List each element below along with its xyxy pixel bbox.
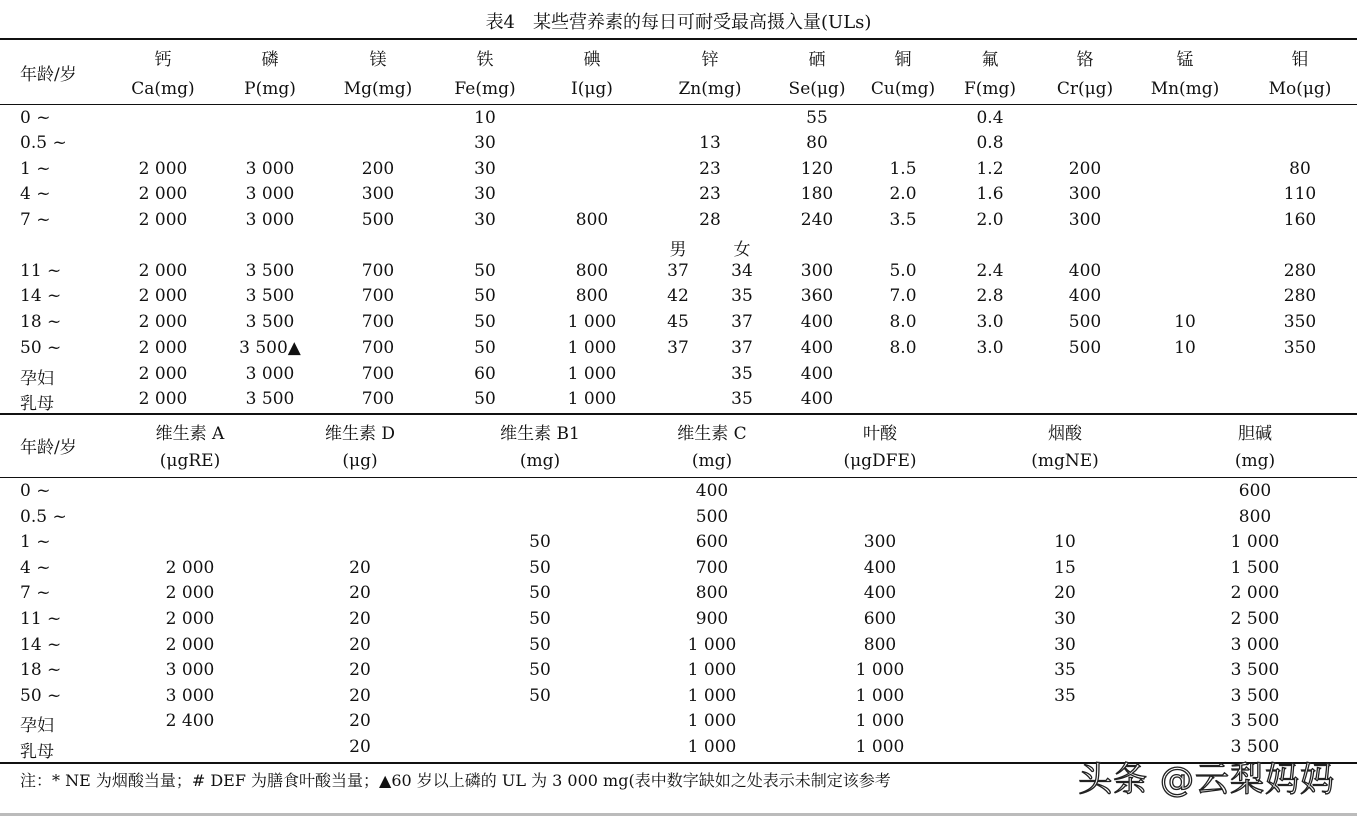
cell-value: 50 [529,660,551,681]
cell-value: 8.0 [889,312,917,332]
cell-value: 1 000 [687,737,737,757]
cell-value: 50 [474,389,496,409]
column-unit: (μgDFE) [843,451,917,471]
column-name: 氟 [981,50,999,70]
column-name: 叶酸 [863,424,897,444]
cell-value: 3 500 [245,312,295,332]
cell-value: 1 500 [1230,557,1280,578]
column-name: 镁 [369,50,387,70]
column-unit: Fe(mg) [454,79,516,99]
cell-value: 600 [863,609,897,629]
table-row [0,338,1357,363]
table-row [0,364,1357,389]
cell-value: 1.2 [976,159,1004,179]
row-age: 1 ~ [20,159,51,179]
column-name: 维生素 D [324,424,396,444]
cell-value: 110 [1283,184,1317,204]
table-row [0,532,1357,557]
row-age: 7 ~ [20,210,51,230]
cell-value: 3 000 [245,210,295,230]
cell-value: 0.4 [976,108,1004,128]
row-age: 0.5 ~ [20,506,67,527]
cell-value: 50 [474,312,496,332]
cell-value: 400 [800,389,834,409]
column-unit: (mg) [1234,451,1276,471]
cell-value: 3.5 [889,210,917,230]
cell-value: 60 [474,364,496,384]
table-row [0,389,1357,414]
cell-value: 3.0 [976,312,1004,332]
cell-value: 2 000 [138,210,188,230]
cell-value: 3 000 [165,685,215,706]
cell-value: 2 000 [165,609,215,629]
column-unit: P(mg) [244,79,296,99]
cell-value: 400 [800,364,834,384]
cell-value: 1 000 [687,634,737,655]
cell-value: 3 500 [1230,737,1280,757]
cell-value: 2 500 [1230,609,1280,629]
cell-value: 23 [699,184,721,204]
cell-value: 800 [695,583,729,604]
cell-value: 50 [529,532,551,553]
header-rule-2 [0,477,1357,478]
cell-value: 1 000 [567,338,617,358]
cell-value: 2 400 [165,711,215,732]
table-row [0,609,1357,634]
cell-value: 20 [349,685,371,706]
cell-value: 30 [1054,609,1076,629]
cell-value: 500 [1068,338,1102,358]
cell-value: 700 [695,557,729,578]
cell-value: 3 000 [1230,634,1280,655]
cell-value: 2 000 [138,312,188,332]
column-unit: Mn(mg) [1150,79,1220,99]
column-name: 碘 [583,50,601,70]
cell-value: 50 [474,261,496,281]
column-unit: Se(μg) [788,79,846,99]
cell-value: 20 [349,609,371,629]
cell-value: 280 [1283,261,1317,281]
cell-value: 10 [1174,338,1196,358]
cell-value: 160 [1283,210,1317,230]
cell-value: 50 [474,338,496,358]
cell-value: 30 [474,184,496,204]
age-header: 年龄/岁 [20,438,77,458]
column-unit: Cr(μg) [1056,79,1114,99]
column-unit: (mg) [691,451,733,471]
cell-value: 50 [529,609,551,629]
cell-value: 1.6 [976,184,1004,204]
cell-value: 50 [529,634,551,655]
row-age: 0 ~ [20,481,51,501]
cell-value: 23 [699,159,721,179]
table-row [0,261,1357,286]
cell-value: 80 [1289,159,1311,179]
cell-value: 800 [1238,506,1272,527]
row-age: 4 ~ [20,184,51,204]
column-name: 烟酸 [1048,424,1082,444]
cell-value: 10 [1054,532,1076,553]
cell-value-male: 45 [667,312,689,332]
cell-value: 800 [575,286,609,306]
footnote: 注：* NE 为烟酸当量；# DEF 为膳食叶酸当量；▲60 岁以上磷的 UL 为 3 000 mg(表中数字缺如之处表示未制定该参考 [20,771,891,790]
cell-value: 20 [349,737,371,757]
cell-value: 350 [1283,338,1317,358]
column-name: 铬 [1076,50,1094,70]
row-age: 11 ~ [20,261,62,281]
watermark: 头条 @云梨妈妈 [1078,760,1335,800]
cell-value: 2.4 [976,261,1004,281]
cell-value: 50 [529,685,551,706]
column-name: 磷 [261,50,279,70]
cell-value: 10 [474,108,496,128]
cell-value: 500 [361,210,395,230]
table-row [0,312,1357,337]
cell-value: 350 [1283,312,1317,332]
cell-value: 30 [1054,634,1076,655]
cell-value: 800 [575,210,609,230]
cell-value: 500 [695,506,729,527]
row-age: 11 ~ [20,609,62,629]
cell-value: 700 [361,364,395,384]
cell-value: 2.8 [976,286,1004,306]
cell-value: 20 [349,660,371,681]
cell-value-male: 42 [667,286,689,306]
cell-value-female: 34 [731,261,753,281]
row-age: 1 ~ [20,532,51,553]
cell-value: 2 000 [138,159,188,179]
cell-value: 2 000 [138,286,188,306]
zinc-female-label: 女 [733,240,751,260]
column-name: 维生素 C [677,424,747,444]
cell-value: 50 [529,583,551,604]
column-name: 硒 [808,50,826,70]
column-name: 锌 [701,50,719,70]
table-row [0,507,1357,532]
cell-value: 50 [529,557,551,578]
header-rule-1 [0,104,1357,105]
cell-value: 1 000 [567,364,617,384]
cell-value: 1 000 [567,312,617,332]
cell-value: 1 000 [687,660,737,681]
cell-value: 2 000 [165,557,215,578]
cell-value: 1 000 [1230,532,1280,553]
table-row [0,108,1357,133]
cell-value: 2 000 [165,634,215,655]
cell-value: 50 [474,286,496,306]
column-unit: (μgRE) [159,451,221,471]
cell-value: 3 500 [1230,660,1280,681]
cell-value: 500 [1068,312,1102,332]
table-row [0,686,1357,711]
cell-value: 400 [1068,286,1102,306]
page-bottom-edge [0,813,1357,816]
table-row [0,286,1357,311]
row-age: 0 ~ [20,108,51,128]
column-unit: Mg(mg) [343,79,413,99]
cell-value: 3.0 [976,338,1004,358]
cell-value: 2 000 [138,364,188,384]
row-age: 50 ~ [20,685,62,706]
table-title: 表4 某些营养素的每日可耐受最高摄入量(ULs) [485,12,872,33]
table-row [0,558,1357,583]
table-row [0,210,1357,235]
cell-value-female: 37 [731,338,753,358]
row-age: 4 ~ [20,557,51,578]
column-unit: Mo(μg) [1268,79,1332,99]
cell-value: 240 [800,210,834,230]
cell-value: 1 000 [855,685,905,706]
cell-value: 700 [361,338,395,358]
cell-value: 3 500▲ [239,338,301,358]
row-age: 14 ~ [20,634,62,655]
row-age: 0.5 ~ [20,133,67,153]
cell-value: 400 [800,312,834,332]
cell-value: 3 000 [165,660,215,681]
cell-value: 120 [800,159,834,179]
column-name: 胆碱 [1238,424,1272,444]
cell-value: 280 [1283,286,1317,306]
zinc-male-label: 男 [669,240,687,260]
cell-value: 1 000 [567,389,617,409]
cell-value: 400 [800,338,834,358]
table-row [0,481,1357,506]
cell-value: 800 [863,634,897,655]
column-name: 维生素 B1 [500,424,580,444]
cell-value: 20 [349,634,371,655]
cell-value: 80 [806,133,828,153]
cell-value: 2.0 [976,210,1004,230]
cell-value: 2 000 [1230,583,1280,604]
cell-value-male: 37 [667,261,689,281]
cell-value-female: 35 [731,286,753,306]
cell-value: 7.0 [889,286,917,306]
cell-value: 200 [1068,159,1102,179]
cell-value: 2.0 [889,184,917,204]
table-row [0,583,1357,608]
row-age: 乳母 [20,742,54,762]
column-unit: I(μg) [571,79,613,99]
cell-value: 8.0 [889,338,917,358]
column-unit: Ca(mg) [131,79,195,99]
table-row [0,133,1357,158]
row-age: 7 ~ [20,583,51,604]
cell-value: 2 000 [138,389,188,409]
cell-value: 700 [361,261,395,281]
cell-value: 360 [800,286,834,306]
cell-value: 300 [1068,184,1102,204]
column-unit: (mg) [519,451,561,471]
cell-value: 400 [695,481,729,501]
column-unit: Zn(mg) [678,79,742,99]
row-age: 孕妇 [20,369,54,389]
table-row [0,184,1357,209]
cell-value-male: 37 [667,338,689,358]
cell-value: 10 [1174,312,1196,332]
cell-value: 30 [474,159,496,179]
cell-value: 15 [1054,557,1076,578]
cell-value: 400 [863,583,897,604]
cell-value: 3 500 [1230,685,1280,706]
cell-value: 2 000 [138,338,188,358]
row-age: 14 ~ [20,286,62,306]
cell-value: 300 [1068,210,1102,230]
cell-value-female: 35 [731,389,753,409]
cell-value: 400 [863,557,897,578]
cell-value-female: 35 [731,364,753,384]
column-unit: (μg) [342,451,378,471]
cell-value: 300 [800,261,834,281]
cell-value: 2 000 [165,583,215,604]
cell-value: 2 000 [138,261,188,281]
column-name: 钼 [1291,50,1309,70]
cell-value: 3 000 [245,364,295,384]
row-age: 18 ~ [20,312,62,332]
age-header: 年龄/岁 [20,65,77,85]
cell-value-female: 37 [731,312,753,332]
table-row [0,159,1357,184]
column-name: 铜 [894,50,912,70]
cell-value: 200 [361,159,395,179]
cell-value: 30 [474,133,496,153]
cell-value: 20 [1054,583,1076,604]
cell-value: 20 [349,583,371,604]
cell-value: 3 500 [245,261,295,281]
cell-value: 3 500 [1230,711,1280,732]
cell-value: 3 000 [245,159,295,179]
cell-value: 180 [800,184,834,204]
cell-value: 2 000 [138,184,188,204]
row-age: 乳母 [20,394,54,414]
table-row [0,711,1357,736]
cell-value: 28 [699,210,721,230]
column-name: 锰 [1176,50,1194,70]
cell-value: 700 [361,389,395,409]
cell-value: 700 [361,286,395,306]
column-name: 铁 [476,50,494,70]
cell-value: 600 [695,532,729,553]
cell-value: 13 [699,133,721,153]
cell-value: 35 [1054,685,1076,706]
cell-value: 1 000 [855,660,905,681]
column-unit: F(mg) [963,79,1017,99]
cell-value: 55 [806,108,828,128]
table-row [0,635,1357,660]
top-rule [0,38,1357,40]
cell-value: 1 000 [855,711,905,732]
cell-value: 3 500 [245,389,295,409]
column-unit: Cu(mg) [870,79,936,99]
cell-value: 600 [1238,481,1272,501]
cell-value: 1 000 [687,711,737,732]
cell-value: 0.8 [976,133,1004,153]
cell-value: 300 [863,532,897,553]
row-age: 孕妇 [20,716,54,737]
cell-value: 700 [361,312,395,332]
cell-value: 30 [474,210,496,230]
cell-value: 35 [1054,660,1076,681]
column-name: 维生素 A [155,424,225,444]
column-unit: (mgNE) [1031,451,1099,471]
cell-value: 3 500 [245,286,295,306]
cell-value: 800 [575,261,609,281]
cell-value: 20 [349,711,371,732]
row-age: 50 ~ [20,338,62,358]
cell-value: 3 000 [245,184,295,204]
cell-value: 400 [1068,261,1102,281]
cell-value: 1.5 [889,159,917,179]
row-age: 18 ~ [20,660,62,681]
column-name: 钙 [154,50,172,70]
cell-value: 1 000 [855,737,905,757]
cell-value: 5.0 [889,261,917,281]
cell-value: 300 [361,184,395,204]
cell-value: 1 000 [687,685,737,706]
cell-value: 20 [349,557,371,578]
cell-value: 900 [695,609,729,629]
table-row [0,660,1357,685]
